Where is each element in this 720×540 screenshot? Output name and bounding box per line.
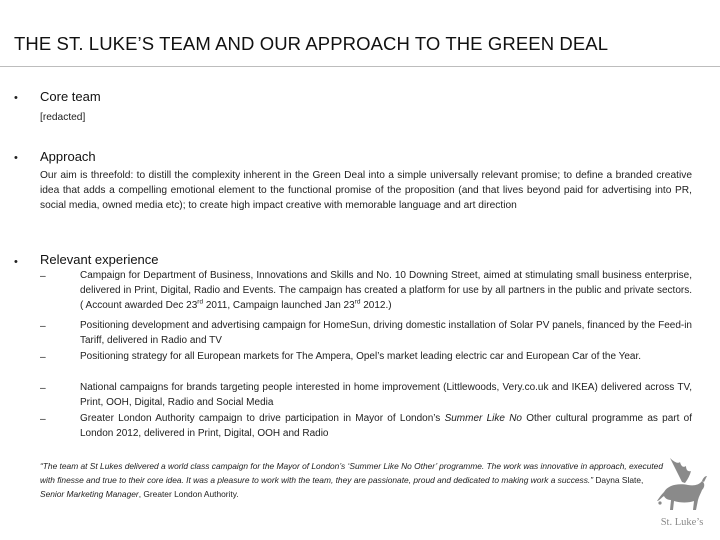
experience-dash-3: – [40,352,46,363]
core-team-body: [redacted] [40,112,86,123]
experience-item-4: National campaigns for brands targeting people interested in home improvement (Littlewoods, Very.co.uk and IKEA) delivered across TV, Print, OOH, Digital, Radio and Social Media [80,382,692,408]
experience-item-3: Positioning strategy for all European markets for The Ampera, Opel’s market leading electric car and European Car of the Year. [80,351,642,362]
title-divider [0,66,720,67]
experience-item-2: Positioning development and advertising campaign for HomeSun, driving domestic installation of Solar PV panels, financed by the Feed-in Tariff, delivered in Radio and TV [80,320,692,346]
experience-item-5: Greater London Authority campaign to drive participation in Mayor of London’s Summer Like No Other cultural programme as part of London 2012, delivered in Print, Digital, OOH and Radio [80,413,692,439]
core-team-bullet: • [14,92,18,104]
experience-item-1: Campaign for Department of Business, Innovations and Skills and No. 10 Downing Street, aimed at stimulating small business enterprise, delivered in Print, Digital, Radio and Events. The campaign has created a platform for use by all partners in the public and private sectors. ( Account awarded Dec 23rd 2011, Campaign launched Jan 23rd 2012.) [80,270,692,311]
company-logo-text: St. Luke’s [660,517,704,528]
experience-dash-4: – [40,383,46,394]
approach-bullet: • [14,152,18,164]
experience-dash-5: – [40,414,46,425]
experience-dash-1: – [40,271,46,282]
experience-dash-2: – [40,321,46,332]
experience-heading: Relevant experience [40,252,159,267]
client-quote: “The team at St Lukes delivered a world class campaign for the Mayor of London’s ‘Summer Like No Other’ programme. The work was innovative in approach, executed with finesse and true to their core idea. It was a pleasure to work with the team, they are passionate, proud and dedicated to making work a success.” Dayna Slate, Senior Marketing Manager, Greater London Authority. [40,461,664,500]
experience-bullet: • [14,256,18,268]
approach-body: Our aim is threefold: to distill the complexity inherent in the Green Deal into a simple universally relevant promise; to define a branded creative idea that adds a compelling emotional element to the functional promise of the proposition (and that lives beyond paid for advertising into PR, social media, owned media etc); to create high impact creative with memorable language and art direction [40,170,692,211]
page-title: THE ST. LUKE’S TEAM AND OUR APPROACH TO THE GREEN DEAL [14,33,609,54]
approach-heading: Approach [40,149,96,164]
core-team-heading: Core team [40,89,101,104]
